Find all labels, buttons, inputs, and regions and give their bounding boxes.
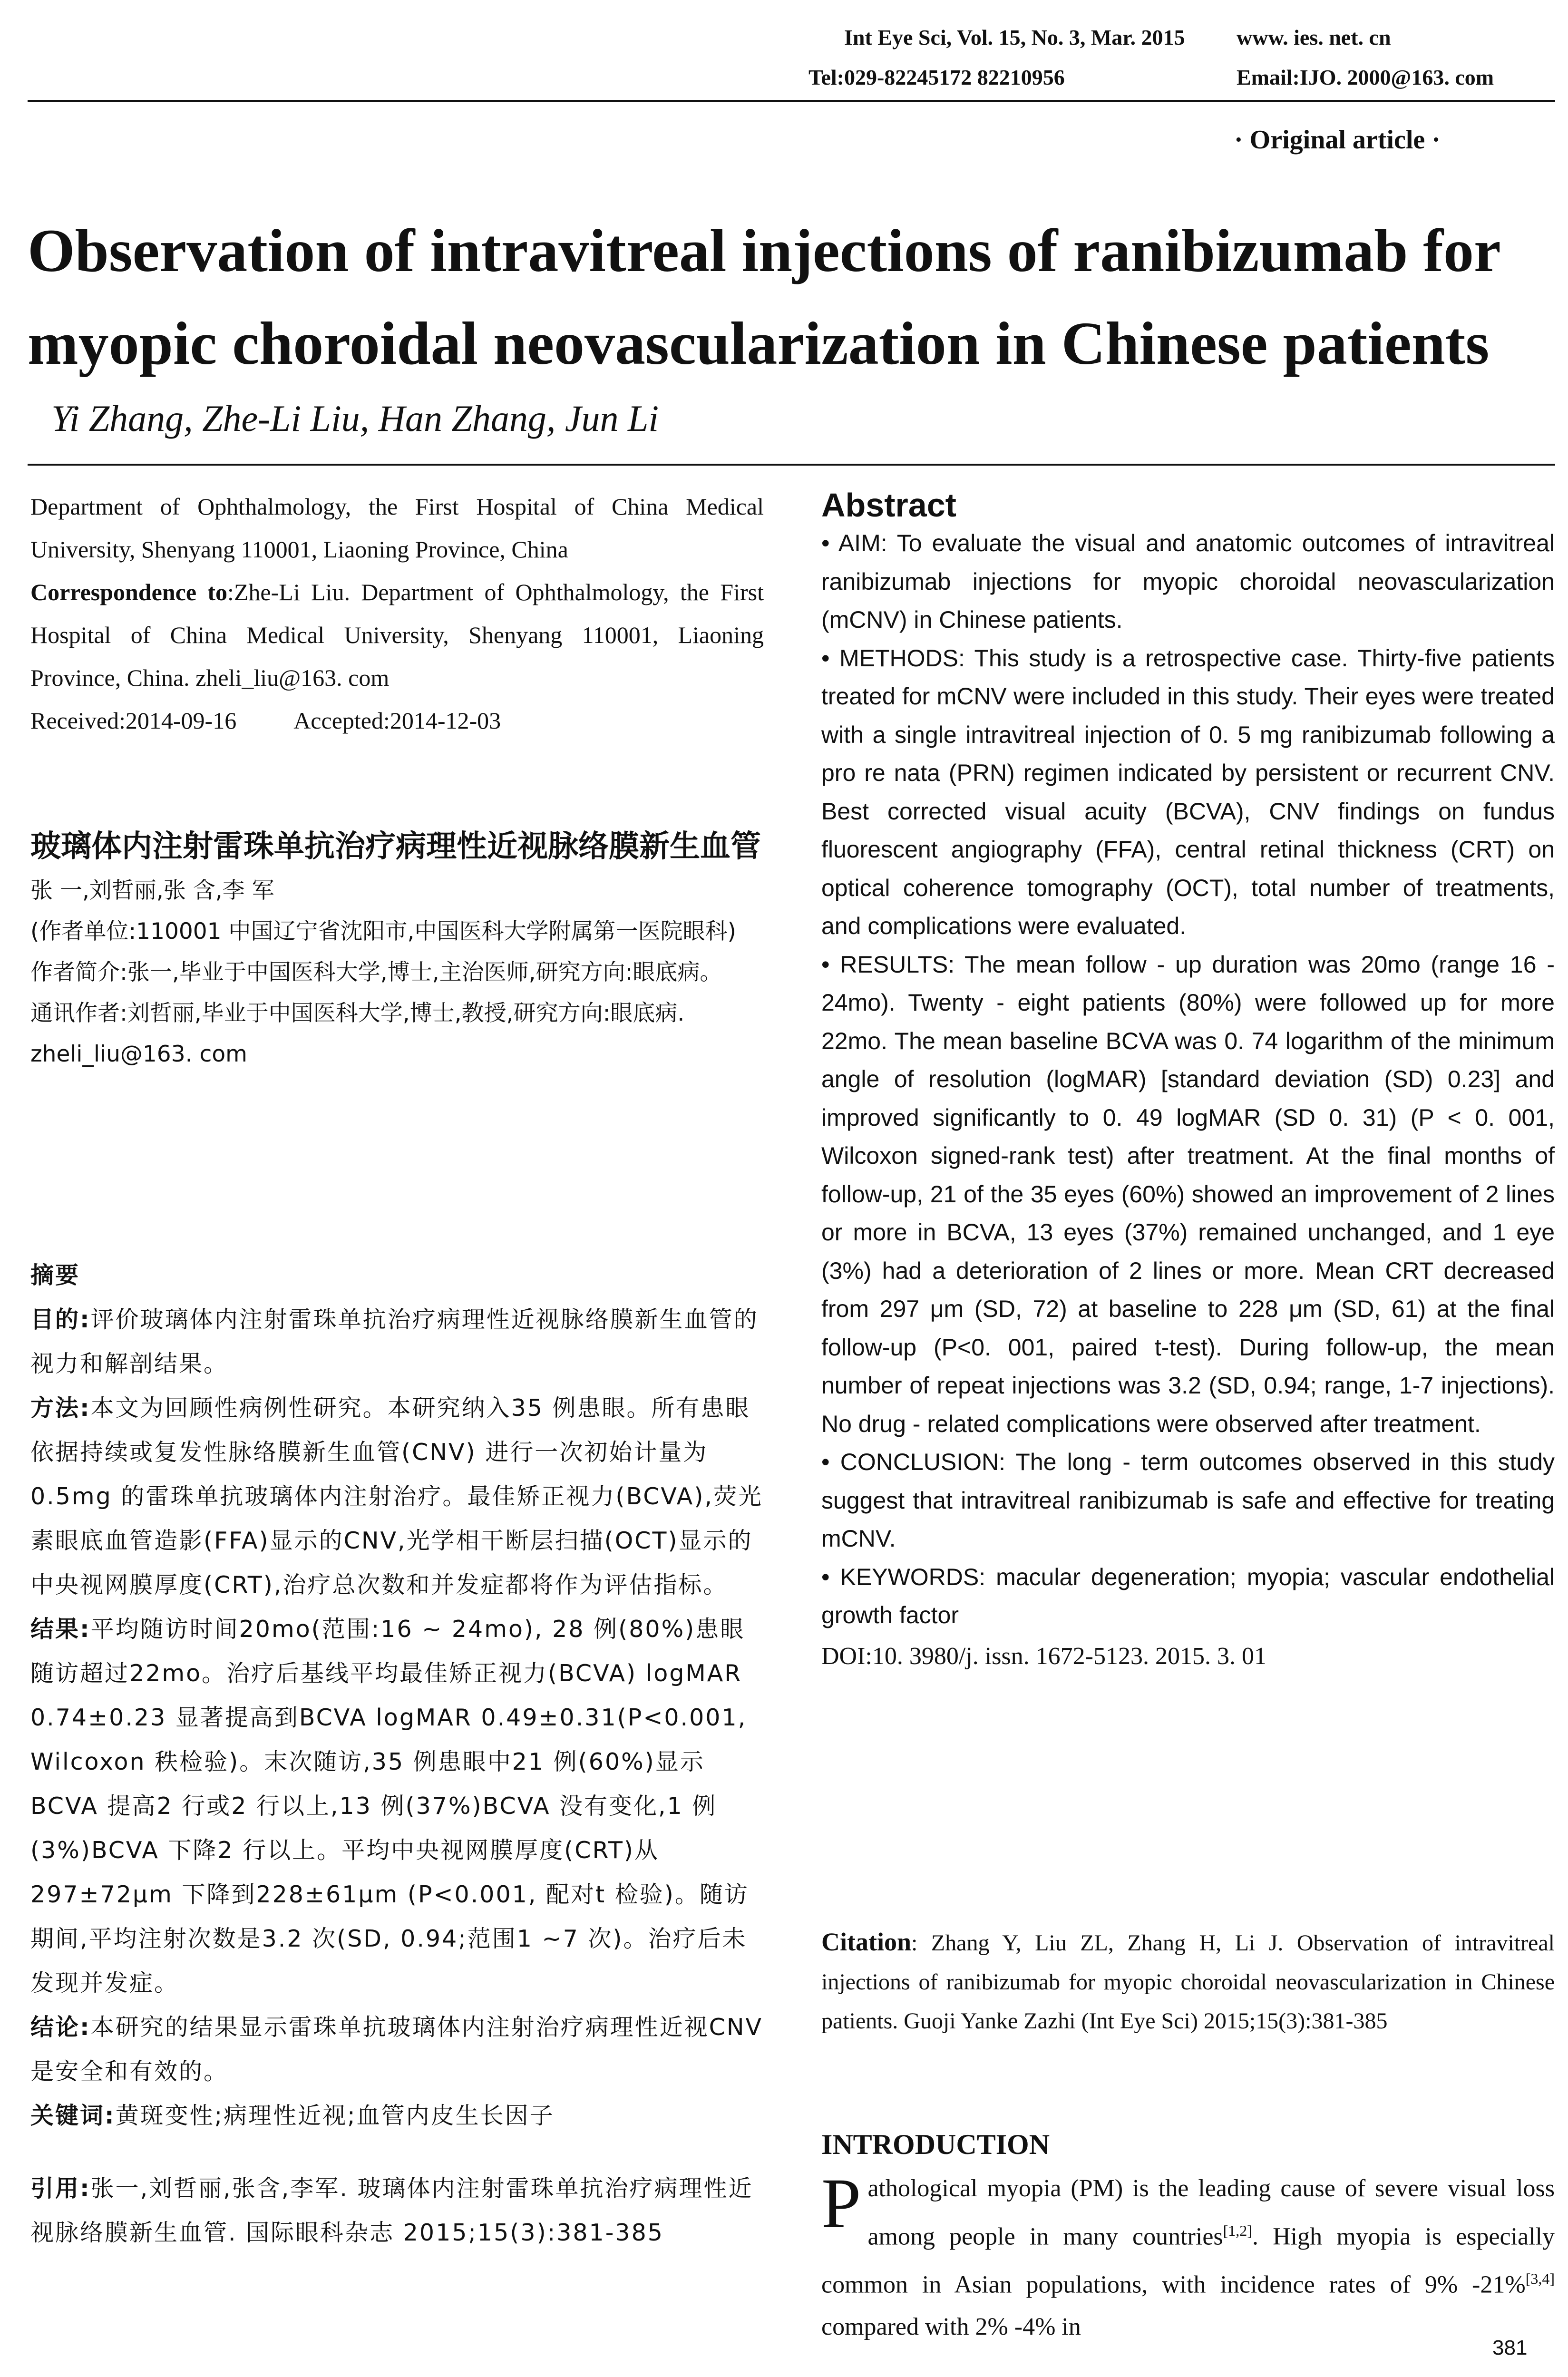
chinese-keywords-text: 黄斑变性;病理性近视;血管内皮生长因子	[115, 2102, 555, 2129]
abstract-aim-text: To evaluate the visual and anatomic outcomes of intravitreal ranibizumab injections for myopic choroidal neovascularization (mCNV) in Chinese patients.	[821, 530, 1555, 633]
introduction-text	[821, 2164, 1555, 2348]
correspondence	[30, 571, 764, 699]
abstract-results	[821, 945, 1555, 1443]
abstract-conclusion-label: • CONCLUSION:	[821, 1449, 1005, 1475]
introduction-heading: INTRODUCTION	[821, 2129, 1050, 2160]
abstract-methods-label: • METHODS:	[821, 644, 965, 672]
abstract-aim	[821, 524, 1555, 639]
chinese-methods	[30, 1386, 764, 1607]
abstract-keywords-label: • KEYWORDS:	[821, 1563, 986, 1590]
abstract-heading: Abstract	[821, 487, 956, 524]
doi[interactable]: DOI:10. 3980/j. issn. 1672-5123. 2015. 3. 01	[821, 1642, 1266, 1670]
abstract-conclusion-text: The long - term outcomes observed in this study suggest that intravitreal ranibizumab is safe and effective for treating mCNV.	[821, 1449, 1555, 1552]
chinese-summary	[30, 823, 764, 1075]
journal-citation: Int Eye Sci, Vol. 15, No. 3, Mar. 2015	[844, 25, 1185, 49]
chinese-methods-label: 方法:	[30, 1394, 91, 1422]
chinese-results	[30, 1607, 764, 2005]
citation-block	[821, 1922, 1555, 2041]
chinese-conclusion-label: 结论:	[30, 2014, 91, 2041]
chinese-results-text: 平均随访时间20mo(范围:16 ~ 24mo), 28 例(80%)患眼随访超过22mo。治疗后基线平均最佳矫正视力(BCVA) logMAR 0.74±0.23 显著提高到BCVA logMAR 0.49±0.31(P<0.001, Wilcoxon 秩检验)。末次随访,35 例患眼中21 例(60%)显示BCVA 提高2 行或2 行以上,13 例(37%)BCVA 没有变化,1 例(3%)BCVA 下降2 行以上。平均中央视网膜厚度(CRT)从297±72μm 下降到228±61μm (P<0.001, 配对t 检验)。随访期间,平均注射次数是3.2 次(SD, 0.94;范围1 ~7 次)。治疗后未发现并发症。	[30, 1616, 749, 1997]
abstract-methods-text: This study is a retrospective case. Thirty-five patients treated for mCNV were included in this study. Their eyes were treated with a single intravitreal injection of 0. 5 mg ranibizumab following a pro re nata (PRN) regimen indicated by persistent or recurrent CNV. Best corrected visual acuity (BCVA), CNV findings on fundus fluorescent angiography (FFA), central retinal thickness (CRT) on optical coherence tomography (OCT), total number of treatments, and complications were evaluated.	[821, 644, 1555, 939]
chinese-authors: 张 一,刘哲丽,张 含,李 军	[30, 877, 274, 904]
correspondence-text: :Zhe-Li Liu. Department of Ophthalmology, the First Hospital of China Medical University, Shenyang 110001, Liaoning Province, China. zheli_liu@163. com	[30, 579, 764, 691]
dropcap: P	[821, 2164, 861, 2243]
introduction-section	[821, 2128, 1555, 2348]
chinese-citation-text: 张一,刘哲丽,张含,李军. 玻璃体内注射雷珠单抗治疗病理性近视脉络膜新生血管. 国际眼科杂志 2015;15(3):381-385	[30, 2175, 753, 2246]
journal-header-line2	[808, 65, 1494, 90]
chinese-aim	[30, 1297, 764, 1386]
chinese-corr: 通讯作者:刘哲丽,毕业于中国医科大学,博士,教授,研究方向:眼底病. zheli_liu@163. com	[30, 1000, 685, 1067]
chinese-abstract-heading: 摘要	[30, 1262, 80, 1289]
article-type: · Original article ·	[1234, 125, 1441, 155]
chinese-unit: (作者单位:110001 中国辽宁省沈阳市,中国医科大学附属第一医院眼科)	[30, 918, 736, 945]
page-number: 381	[1492, 2336, 1528, 2359]
article-title: Observation of intravitreal injections of ranibizumab for myopic choroidal neovascularization in Chinese patients	[28, 217, 1500, 377]
abstract-keywords-text: macular degeneration; myopia; vascular endothelial growth factor	[821, 1563, 1555, 1628]
journal-header-line1	[844, 25, 1391, 50]
affiliation-block	[30, 485, 764, 742]
abstract-conclusion	[821, 1443, 1555, 1558]
chinese-keywords-label: 关键词:	[30, 2102, 116, 2129]
journal-email[interactable]: Email:IJO. 2000@163. com	[1237, 65, 1494, 89]
introduction-text-part2: . High myopia is especially common in Asian populations, with incidence rates of 9% -21%	[821, 2223, 1555, 2299]
affiliation: Department of Ophthalmology, the First Hospital of China Medical University, Shenyang 110001, Liaoning Province, China	[30, 493, 764, 563]
chinese-abstract	[30, 1253, 764, 2255]
abstract-results-text: The mean follow - up duration was 20mo (range 16 - 24mo). Twenty - eight patients (80%) were followed up for more 22mo. The mean baseline BCVA was 0. 74 logarithm of the minimum angle of resolution (logMAR) [standard deviation (SD) 0.23] and improved significantly to 0. 49 logMAR (SD 0. 31) (P < 0. 001, Wilcoxon signed-rank test) after treatment. At the final months of follow-up, 21 of the 35 eyes (60%) showed an improvement of 2 lines or more in BCVA, 13 eyes (37%) remained unchanged, and 1 eye (3%) had a deterioration of 2 lines or more. Mean CRT decreased from 297 μm (SD, 72) at baseline to 228 μm (SD, 61) at the final follow-up (P<0. 001, paired t-test). During follow-up, the mean number of repeat injections was 3.2 (SD, 0.94; range, 1-7 injections). No drug - related complications were observed after treatment.	[821, 951, 1555, 1437]
chinese-results-label: 结果:	[30, 1616, 91, 1643]
chinese-conclusion	[30, 2005, 764, 2094]
header-rule	[28, 100, 1555, 102]
abstract-aim-label: • AIM:	[821, 530, 887, 556]
journal-website[interactable]: www. ies. net. cn	[1237, 25, 1391, 49]
citation-text: : Zhang Y, Liu ZL, Zhang H, Li J. Observation of intravitreal injections of ranibizumab for myopic choroidal neovascularization in Chinese patients. Guoji Yanke Zazhi (Int Eye Sci) 2015;15(3):381-385	[821, 1930, 1555, 2034]
chinese-citation-label: 引用:	[30, 2175, 91, 2202]
reference-1-2[interactable]: [1,2]	[1223, 2222, 1252, 2239]
english-abstract	[821, 486, 1555, 1676]
abstract-body	[821, 524, 1555, 1676]
journal-tel: Tel:029-82245172 82210956	[808, 65, 1065, 89]
chinese-methods-text: 本文为回顾性病例性研究。本研究纳入35 例患眼。所有患眼依据持续或复发性脉络膜新生血管(CNV) 进行一次初始计量为0.5mg 的雷珠单抗玻璃体内注射治疗。最佳矫正视力(BCVA),荧光素眼底血管造影(FFA)显示的CNV,光学相干断层扫描(OCT)显示的中央视网膜厚度(CRT),治疗总次数和并发症都将作为评估指标。	[30, 1394, 763, 1598]
author-list: Yi Zhang, Zhe-Li Liu, Han Zhang, Jun Li	[51, 398, 659, 439]
received-date: Received:2014-09-16	[30, 707, 237, 734]
abstract-keywords	[821, 1558, 1555, 1635]
reference-3-4[interactable]: [3,4]	[1525, 2270, 1555, 2288]
chinese-bio: 作者简介:张一,毕业于中国医科大学,博士,主治医师,研究方向:眼底病。	[30, 959, 722, 985]
citation-label: Citation	[821, 1928, 911, 1956]
correspondence-label: Correspondence to	[30, 579, 227, 605]
chinese-aim-text: 评价玻璃体内注射雷珠单抗治疗病理性近视脉络膜新生血管的视力和解剖结果。	[30, 1306, 759, 1377]
chinese-title: 玻璃体内注射雷珠单抗治疗病理性近视脉络膜新生血管	[30, 829, 761, 864]
chinese-keywords	[30, 2094, 764, 2138]
chinese-citation	[30, 2166, 764, 2255]
chinese-aim-label: 目的:	[30, 1306, 91, 1333]
introduction-text-part1: athological myopia (PM) is the leading cause of severe visual loss among people in many countries	[867, 2175, 1555, 2250]
chinese-conclusion-text: 本研究的结果显示雷珠单抗玻璃体内注射治疗病理性近视CNV 是安全和有效的。	[30, 2014, 763, 2085]
dates	[30, 699, 764, 742]
abstract-results-label: • RESULTS:	[821, 951, 955, 978]
title-rule	[28, 464, 1555, 466]
abstract-methods	[821, 639, 1555, 945]
introduction-text-part3: compared with 2% -4% in	[821, 2313, 1081, 2340]
accepted-date: Accepted:2014-12-03	[293, 707, 501, 734]
